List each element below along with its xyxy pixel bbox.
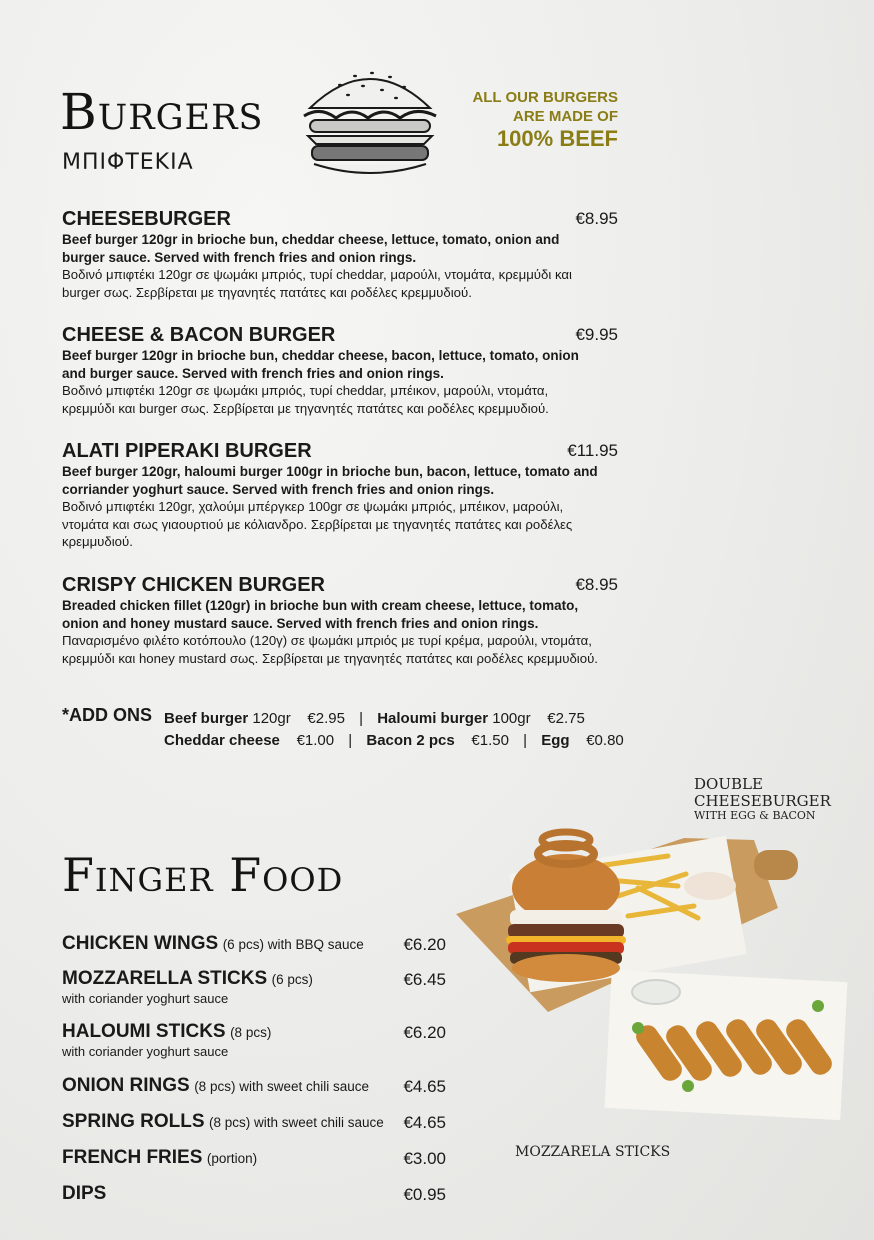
section-title-burgers: Burgers	[60, 83, 264, 141]
addon-name: Bacon 2 pcs	[366, 732, 455, 749]
item-description-en: Beef burger 120gr, haloumi burger 100gr in brioche bun, bacon, lettuce, tomato and corriander yoghurt sauce. Served with french fries and onion rings.	[62, 464, 598, 497]
item-detail: (6 pcs) with BBQ sauce	[222, 937, 364, 952]
item-description-gr: Βοδινό μπιφτέκι 120gr σε ψωμάκι μπριός, τυρί cheddar, μπέικον, μαρούλι, ντομάτα, κρεμμύδι και burger σως. Σερβίρεται με τηγανητές πατάτες και ροδέλες κρεμμυδιού.	[62, 383, 549, 416]
addons-label	[62, 704, 152, 726]
addon-price: €0.80	[586, 732, 624, 749]
menu-item-chicken-wings	[62, 932, 446, 956]
section-title-finger-food: Finger Food	[62, 848, 344, 902]
item-description-en: Beef burger 120gr in brioche bun, cheddar cheese, lettuce, tomato, onion and burger sauce. Served with french fries and onion rings.	[62, 232, 560, 265]
item-name: CHICKEN WINGS	[62, 933, 219, 954]
addon-name: Beef burger	[164, 710, 249, 727]
item-name: HALOUMI STICKS	[62, 1021, 226, 1042]
separator: |	[348, 732, 353, 749]
item-detail: (portion)	[206, 1151, 258, 1166]
beef-note-highlight: 100% BEEF	[496, 126, 618, 151]
item-subtext: with coriander yoghurt sauce	[62, 1044, 229, 1059]
item-price: €6.45	[403, 970, 446, 989]
menu-item-crispy-chicken-burger	[62, 573, 618, 667]
item-price: €3.00	[403, 1149, 446, 1168]
item-price: €6.20	[403, 935, 446, 954]
addon-qty: 100gr	[492, 710, 531, 727]
item-price: €11.95	[567, 441, 618, 460]
beef-note-line: ARE MADE OF	[513, 108, 618, 125]
item-subtext: with coriander yoghurt sauce	[62, 991, 229, 1006]
photo-caption-double-cheeseburger	[694, 776, 874, 822]
beef-note-line: ALL OUR BURGERS	[472, 89, 618, 106]
burger-shape	[506, 832, 626, 982]
menu-item-spring-rolls	[62, 1110, 446, 1134]
food-photo-image	[448, 826, 848, 1126]
item-price: €6.20	[403, 1023, 446, 1042]
item-name: CHEESE & BACON BURGER	[62, 324, 336, 346]
item-description-gr: Βοδινό μπιφτέκι 120gr, χαλούμι μπέργκερ 100gr σε ψωμάκι μπριός, μπέικον, μαρούλι, ντομάτα και σως γιαουρτιού με κόλιανδρο. Σερβίρεται με τηγανητές πατάτες και ροδέλες κρεμμυδιού.	[62, 499, 573, 549]
burger-sketch-icon	[300, 60, 440, 178]
item-name: CRISPY CHICKEN BURGER	[62, 574, 325, 596]
item-detail: (6 pcs)	[271, 972, 313, 987]
menu-item-cheeseburger	[62, 207, 618, 301]
caption-main: DOUBLE CHEESEBURGER	[694, 775, 831, 810]
separator: |	[359, 710, 364, 727]
addon-price: €1.00	[296, 732, 335, 749]
item-description-gr: Βοδινό μπιφτέκι 120gr σε ψωμάκι μπριός, τυρί cheddar, μαρούλι, ντομάτα, κρεμμύδι και burger σως. Σερβίρεται με τηγανητές πατάτες και ροδέλες κρεμμυδιού.	[62, 267, 572, 300]
item-price: €9.95	[575, 325, 618, 344]
addon-name: Cheddar cheese	[164, 732, 280, 749]
photo-caption-mozzarella: MOZZARELA STICKS	[515, 1144, 671, 1160]
addon-name: Egg	[541, 732, 570, 749]
item-name: DIPS	[62, 1183, 107, 1204]
separator: |	[523, 732, 528, 749]
item-price: €4.65	[403, 1077, 446, 1096]
item-description-en: Breaded chicken fillet (120gr) in brioche bun with cream cheese, lettuce, tomato, onion and honey mustard sauce. Served with french fries and onion rings.	[62, 598, 579, 631]
menu-item-alati-piperaki-burger	[62, 439, 618, 551]
addon-price: €2.95	[307, 710, 345, 727]
item-name: CHEESEBURGER	[62, 208, 231, 230]
menu-item-french-fries	[62, 1146, 446, 1170]
addon-name: Haloumi burger	[377, 710, 489, 727]
section-subtitle-greek: ΜΠΙΦΤΕΚΙΑ	[62, 150, 194, 175]
addons-star: *	[62, 705, 70, 725]
item-name: ALATI PIPERAKI BURGER	[62, 440, 312, 462]
addon-qty: 120gr	[252, 710, 291, 727]
menu-item-onion-rings	[62, 1074, 446, 1098]
addon-price: €2.75	[547, 710, 585, 727]
item-detail: (8 pcs) with sweet chili sauce	[208, 1115, 384, 1130]
addons-row	[164, 730, 624, 752]
item-detail: (8 pcs) with sweet chili sauce	[194, 1079, 370, 1094]
item-price: €8.95	[575, 209, 618, 228]
menu-item-dips	[62, 1182, 446, 1206]
item-description-gr: Παναρισμένο φιλέτο κοτόπουλο (120γ) σε ψωμάκι μπριός με τυρί κρέμα, μαρούλι, ντομάτα, κρεμμύδι και honey mustard σως. Σερβίρεται με τηγανητές πατάτες και ροδέλες κρεμμυδιού.	[62, 633, 598, 666]
menu-item-cheese-bacon-burger	[62, 323, 618, 417]
item-description-en: Beef burger 120gr in brioche bun, cheddar cheese, bacon, lettuce, tomato, onion and burger sauce. Served with french fries and onion rings.	[62, 348, 579, 381]
menu-item-mozzarella-sticks	[62, 967, 446, 1007]
addons-title: ADD ONS	[69, 705, 153, 725]
item-price: €0.95	[403, 1185, 446, 1204]
caption-sub: WITH EGG & BACON	[694, 809, 816, 822]
item-name: ONION RINGS	[62, 1075, 190, 1096]
item-name: MOZZARELLA STICKS	[62, 968, 268, 989]
menu-item-haloumi-sticks	[62, 1020, 446, 1060]
addon-price: €1.50	[471, 732, 509, 749]
item-detail: (8 pcs)	[230, 1025, 272, 1040]
item-price: €4.65	[403, 1113, 446, 1132]
addons-row	[164, 708, 585, 730]
item-name: SPRING ROLLS	[62, 1111, 205, 1132]
item-price: €8.95	[575, 575, 618, 594]
beef-note	[472, 88, 618, 152]
item-name: FRENCH FRIES	[62, 1147, 203, 1168]
